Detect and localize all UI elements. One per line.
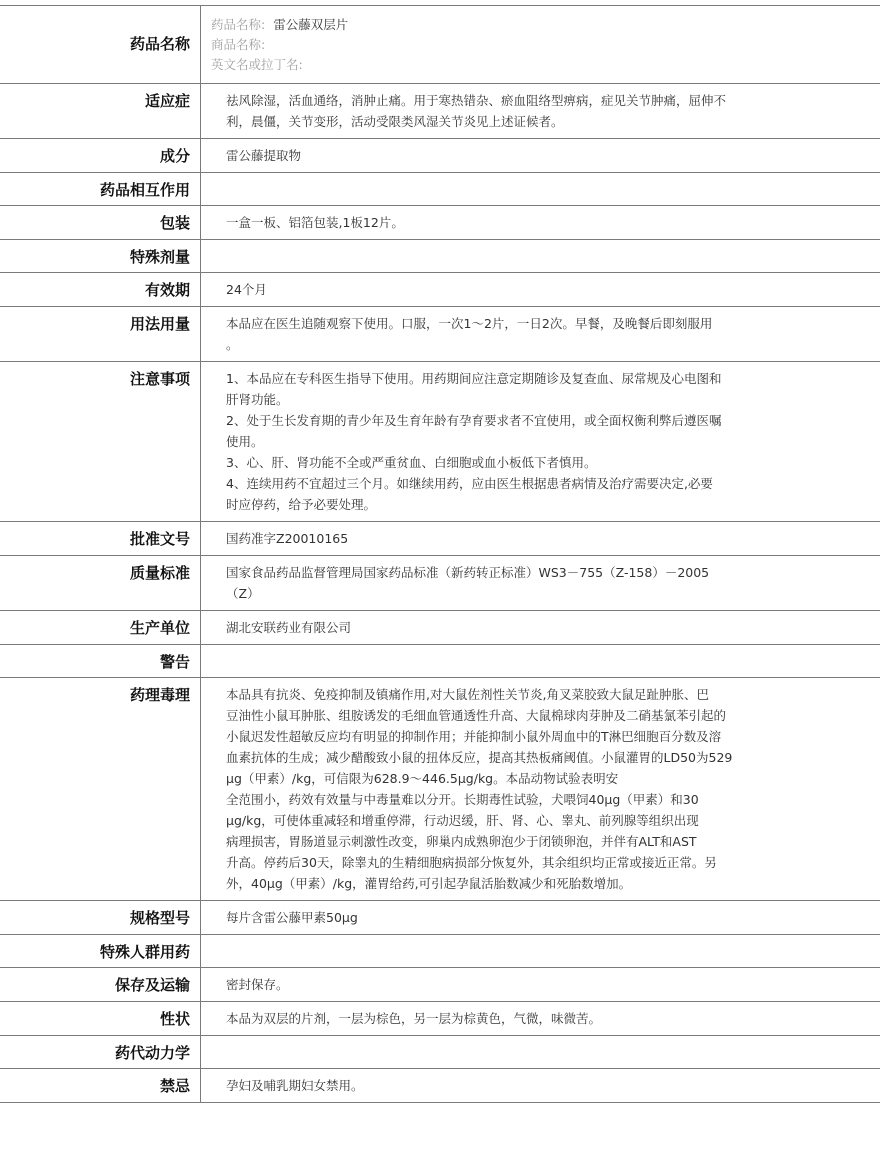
row-special-dosage bbox=[0, 240, 880, 273]
value-precautions: 1、本品应在专科医生指导下使用。用药期间应注意定期随诊及复查血、尿常规及心电图和 肝肾功能。 2、处于生长发育期的青少年及生育年龄有孕育要求者不宜使用，或全面权衡利弊后遵医嘱 使用。 3、心、肝、肾功能不全或严重贫血、白细胞或血小板低下者慎用。 4、连续用药不宜超过三个月。如继续用药，应由医生根据患者病情及治疗需要决定,必要 时应停药，给予必要处理。 bbox=[201, 362, 880, 522]
row-pharmacology bbox=[0, 678, 880, 901]
value-contraindications: 孕妇及哺乳期妇女禁用。 bbox=[201, 1069, 880, 1103]
value-storage: 密封保存。 bbox=[201, 968, 880, 1002]
row-interactions bbox=[0, 173, 880, 206]
value-pharmacokinetics bbox=[201, 1036, 880, 1069]
label-ingredients: 成分 bbox=[0, 139, 201, 173]
value-approval: 国药准字Z20010165 bbox=[201, 522, 880, 556]
row-quality bbox=[0, 556, 880, 611]
value-appearance: 本品为双层的片剂，一层为棕色，另一层为棕黄色，气微，味微苦。 bbox=[201, 1002, 880, 1036]
row-validity bbox=[0, 273, 880, 307]
label-validity: 有效期 bbox=[0, 273, 201, 307]
value-drug-name bbox=[201, 6, 880, 84]
row-appearance bbox=[0, 1002, 880, 1036]
label-warning: 警告 bbox=[0, 645, 201, 678]
value-special-dosage bbox=[201, 240, 880, 273]
label-special-populations: 特殊人群用药 bbox=[0, 935, 201, 968]
row-pharmacokinetics bbox=[0, 1036, 880, 1069]
drug-info-table bbox=[0, 5, 880, 1103]
value-interactions bbox=[201, 173, 880, 206]
label-appearance: 性状 bbox=[0, 1002, 201, 1036]
row-indications bbox=[0, 84, 880, 139]
generic-name-value: 雷公藤双层片 bbox=[273, 17, 349, 32]
row-specification bbox=[0, 901, 880, 935]
row-manufacturer bbox=[0, 611, 880, 645]
row-warning bbox=[0, 645, 880, 678]
label-pharmacology: 药理毒理 bbox=[0, 678, 201, 901]
label-special-dosage: 特殊剂量 bbox=[0, 240, 201, 273]
row-drug-name bbox=[0, 6, 880, 84]
value-ingredients: 雷公藤提取物 bbox=[201, 139, 880, 173]
row-packaging bbox=[0, 206, 880, 240]
value-special-populations bbox=[201, 935, 880, 968]
row-approval bbox=[0, 522, 880, 556]
label-manufacturer: 生产单位 bbox=[0, 611, 201, 645]
value-usage: 本品应在医生追随观察下使用。口服，一次1～2片，一日2次。早餐，及晚餐后即刻服用 。 bbox=[201, 307, 880, 362]
label-pharmacokinetics: 药代动力学 bbox=[0, 1036, 201, 1069]
row-special-populations bbox=[0, 935, 880, 968]
label-usage: 用法用量 bbox=[0, 307, 201, 362]
value-packaging: 一盒一板、铝箔包装,1板12片。 bbox=[201, 206, 880, 240]
value-quality: 国家食品药品监督管理局国家药品标准（新药转正标准）WS3－755（Z-158）－2005 （Z） bbox=[201, 556, 880, 611]
english-name-key: 英文名或拉丁名: bbox=[211, 57, 303, 72]
label-storage: 保存及运输 bbox=[0, 968, 201, 1002]
row-precautions bbox=[0, 362, 880, 522]
value-validity: 24个月 bbox=[201, 273, 880, 307]
label-precautions: 注意事项 bbox=[0, 362, 201, 522]
value-warning bbox=[201, 645, 880, 678]
label-interactions: 药品相互作用 bbox=[0, 173, 201, 206]
label-approval: 批准文号 bbox=[0, 522, 201, 556]
row-usage bbox=[0, 307, 880, 362]
value-specification: 每片含雷公藤甲素50μg bbox=[201, 901, 880, 935]
label-packaging: 包装 bbox=[0, 206, 201, 240]
trade-name-key: 商品名称: bbox=[211, 37, 266, 52]
value-manufacturer: 湖北安联药业有限公司 bbox=[201, 611, 880, 645]
label-quality: 质量标准 bbox=[0, 556, 201, 611]
label-indications: 适应症 bbox=[0, 84, 201, 139]
row-ingredients bbox=[0, 139, 880, 173]
label-specification: 规格型号 bbox=[0, 901, 201, 935]
value-indications: 祛风除湿，活血通络，消肿止痛。用于寒热错杂、瘀血阻络型痹病，症见关节肿痛，屈伸不 利，晨僵，关节变形，活动受限类风湿关节炎见上述证候者。 bbox=[201, 84, 880, 139]
generic-name-key: 药品名称: bbox=[211, 17, 266, 32]
row-contraindications bbox=[0, 1069, 880, 1103]
label-drug-name: 药品名称 bbox=[0, 6, 201, 84]
row-storage bbox=[0, 968, 880, 1002]
value-pharmacology: 本品具有抗炎、免疫抑制及镇痛作用,对大鼠佐剂性关节炎,角叉菜胶致大鼠足趾肿胀、巴 豆油性小鼠耳肿胀、组胺诱发的毛细血管通透性升高、大鼠棉球肉芽肿及二硝基氯苯引起的 小鼠迟发性超敏反应均有明显的抑制作用；并能抑制小鼠外周血中的T淋巴细胞百分数及溶 血素抗体的生成；减少醋酸致小鼠的扭体反应，提高其热板痛阈值。小鼠灌胃的LD50为529 μg（甲素）/kg，可信限为628.9～446.5μg/kg。本品动物试验表明安 全范围小，药效有效量与中毒量难以分开。长期毒性试验，犬喂饲40μg（甲素）和30 μg/kg，可使体重减轻和增重停滞，行动迟缓，肝、肾、心、睾丸、前列腺等组织出现 病理损害，胃肠道显示刺激性改变，卵巢内成熟卵泡少于闭锁卵泡，并伴有ALT和AST 升高。停药后30天，除睾丸的生精细胞病损部分恢复外，其余组织均正常或接近正常。另 外，40μg（甲素）/kg，灌胃给药,可引起孕鼠活胎数减少和死胎数增加。 bbox=[201, 678, 880, 901]
label-contraindications: 禁忌 bbox=[0, 1069, 201, 1103]
